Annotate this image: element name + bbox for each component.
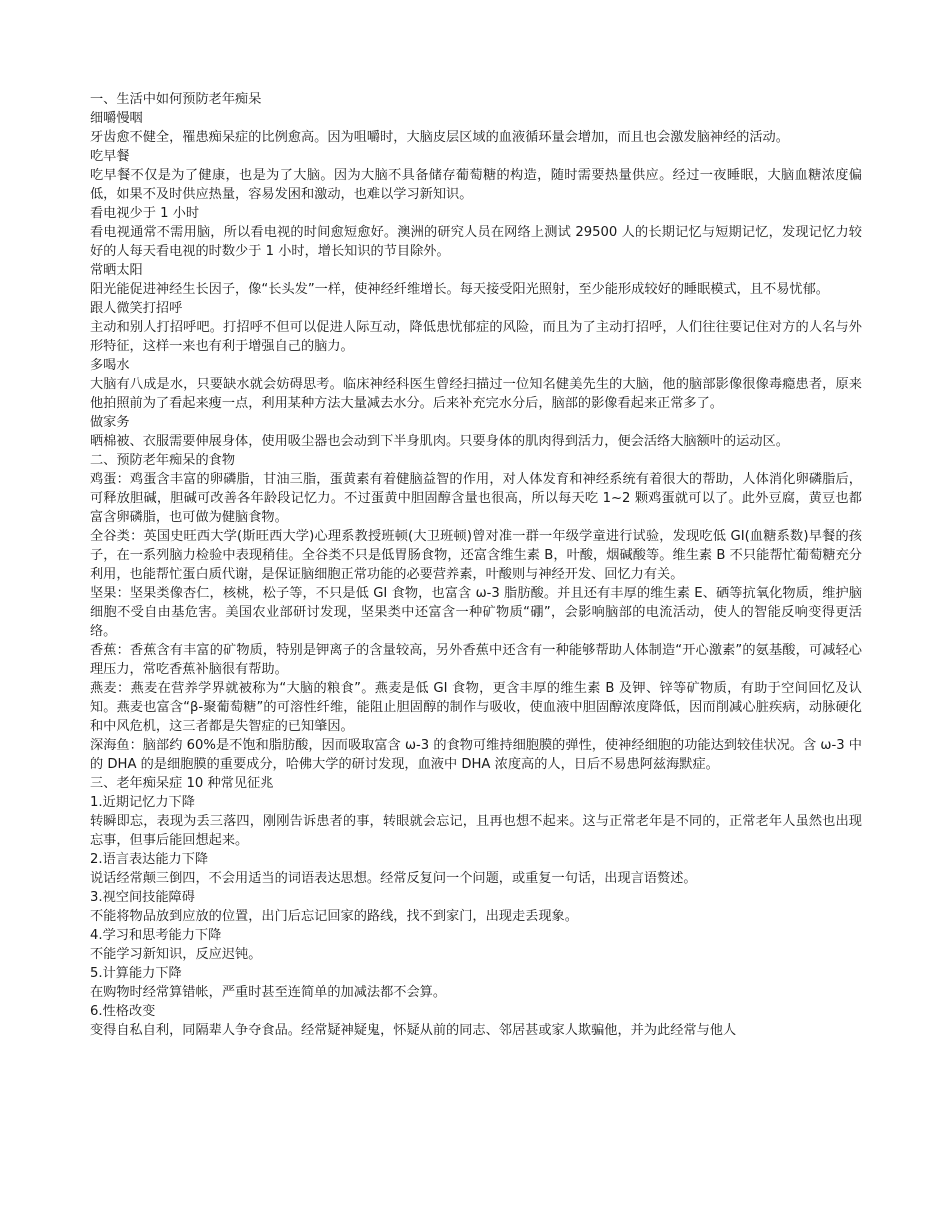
paragraph: 晒棉被、衣服需要伸展身体，使用吸尘器也会动到下半身肌肉。只要身体的肌肉得到活力，便会活络大脑额叶的运动区。 [90, 434, 789, 449]
section-heading: 三、老年痴呆症 10 种常见征兆 [90, 776, 274, 791]
section-heading: 二、预防老年痴呆的食物 [90, 453, 236, 468]
paragraph: 不能将物品放到应放的位置，出门后忘记回家的路线，找不到家门，出现走丢现象。 [90, 909, 578, 924]
paragraph: 燕麦：燕麦在营养学界就被称为“大脑的粮食”。燕麦是低 GI 食物，更含丰厚的维生素 B 及钾、锌等矿物质，有助于空间回忆及认知。燕麦也富含“β-聚葡萄糖”的可溶性纤维，能阻止胆固醇的制作与吸收，使血液中胆固醇浓度降低，因而削减心脏疾病，动脉硬化和中风危机，这三者都是失智症的已知肇因。 [90, 681, 862, 734]
subheading: 6.性格改变 [90, 1004, 156, 1019]
paragraph: 全谷类：英国史旺西大学(斯旺西大学)心理系教授班顿(大卫班顿)曾对准一群一年级学童进行试验，发现吃低 GI(血糖系数)早餐的孩子，在一系列脑力检验中表现稍佳。全谷类不只是低胃肠食物，还富含维生素 B，叶酸，烟碱酸等。维生素 B 不只能帮忙葡萄糖充分利用，也能帮忙蛋白质代谢，是保证脑细胞正常功能的必要营养素，叶酸则与神经开发、回忆力有关。 [90, 529, 862, 582]
subheading: 2.语言表达能力下降 [90, 852, 209, 867]
subheading: 跟人微笑打招呼 [90, 301, 183, 316]
subheading: 吃早餐 [90, 149, 130, 164]
subheading: 3.视空间技能障碍 [90, 890, 195, 905]
section-heading: 一、生活中如何预防老年痴呆 [90, 92, 262, 107]
paragraph: 不能学习新知识，反应迟钝。 [90, 947, 262, 962]
subheading: 多喝水 [90, 358, 130, 373]
subheading: 细嚼慢咽 [90, 111, 143, 126]
document-body [90, 90, 862, 1040]
paragraph: 看电视通常不需用脑，所以看电视的时间愈短愈好。澳洲的研究人员在网络上测试 29500 人的长期记忆与短期记忆，发现记忆力较好的人每天看电视的时数少于 1 小时，增长知识的节目除外。 [90, 225, 862, 259]
subheading: 5.计算能力下降 [90, 966, 182, 981]
paragraph: 吃早餐不仅是为了健康，也是为了大脑。因为大脑不具备储存葡萄糖的构造，随时需要热量供应。经过一夜睡眠，大脑血糖浓度偏低，如果不及时供应热量，容易发困和激动，也难以学习新知识。 [90, 168, 862, 202]
subheading: 常晒太阳 [90, 263, 143, 278]
subheading: 做家务 [90, 415, 130, 430]
paragraph: 主动和别人打招呼吧。打招呼不但可以促进人际互动，降低患忧郁症的风险，而且为了主动打招呼，人们往往要记住对方的人名与外形特征，这样一来也有利于增强自己的脑力。 [90, 320, 862, 354]
paragraph: 在购物时经常算错帐，严重时甚至连简单的加减法都不会算。 [90, 985, 447, 1000]
paragraph: 转瞬即忘，表现为丢三落四，刚刚告诉患者的事，转眼就会忘记，且再也想不起来。这与正常老年是不同的，正常老年人虽然也出现忘事，但事后能回想起来。 [90, 814, 862, 848]
subheading: 4.学习和思考能力下降 [90, 928, 222, 943]
paragraph: 深海鱼：脑部约 60%是不饱和脂肪酸，因而吸取富含 ω-3 的食物可维持细胞膜的弹性，使神经细胞的功能达到较佳状况。含 ω-3 中的 DHA 的是细胞膜的重要成分，哈佛大学的研讨发现，血液中 DHA 浓度高的人，日后不易患阿兹海默症。 [90, 738, 862, 772]
paragraph: 大脑有八成是水，只要缺水就会妨碍思考。临床神经科医生曾经扫描过一位知名健美先生的大脑，他的脑部影像很像毒瘾患者，原来他拍照前为了看起来瘦一点，利用某种方法大量减去水分。后来补充完水分后，脑部的影像看起来正常多了。 [90, 377, 862, 411]
paragraph: 牙齿愈不健全，罹患痴呆症的比例愈高。因为咀嚼时，大脑皮层区域的血液循环量会增加，而且也会激发脑神经的活动。 [90, 130, 789, 145]
paragraph: 坚果：坚果类像杏仁，核桃，松子等，不只是低 GI 食物，也富含 ω-3 脂肪酸。并且还有丰厚的维生素 E、硒等抗氧化物质，维护脑细胞不受自由基危害。美国农业部研讨发现，坚果类中还富含一种矿物质“硼”，会影响脑部的电流活动，使人的智能反响变得更活络。 [90, 586, 862, 639]
paragraph: 说话经常颠三倒四，不会用适当的词语表达思想。经常反复问一个问题，或重复一句话，出现言语赘述。 [90, 871, 697, 886]
paragraph: 香蕉：香蕉含有丰富的矿物质，特别是钾离子的含量较高，另外香蕉中还含有一种能够帮助人体制造“开心激素”的氨基酸，可减轻心理压力，常吃香蕉补脑很有帮助。 [90, 643, 862, 677]
subheading: 1.近期记忆力下降 [90, 795, 195, 810]
paragraph: 阳光能促进神经生长因子，像“长头发”一样，使神经纤维增长。每天接受阳光照射，至少能形成较好的睡眠模式，且不易忧郁。 [90, 282, 829, 297]
subheading: 看电视少于 1 小时 [90, 206, 200, 221]
paragraph: 变得自私自利，同隔辈人争夺食品。经常疑神疑鬼，怀疑从前的同志、邻居甚或家人欺骗他，并为此经常与他人 [90, 1023, 737, 1038]
paragraph: 鸡蛋：鸡蛋含丰富的卵磷脂，甘油三脂，蛋黄素有着健脑益智的作用，对人体发育和神经系统有着很大的帮助，人体消化卵磷脂后，可释放胆碱，胆碱可改善各年龄段记忆力。不过蛋黄中胆固醇含量也很高，所以每天吃 1~2 颗鸡蛋就可以了。此外豆腐，黄豆也都富含卵磷脂，也可做为健脑食物。 [90, 472, 862, 525]
